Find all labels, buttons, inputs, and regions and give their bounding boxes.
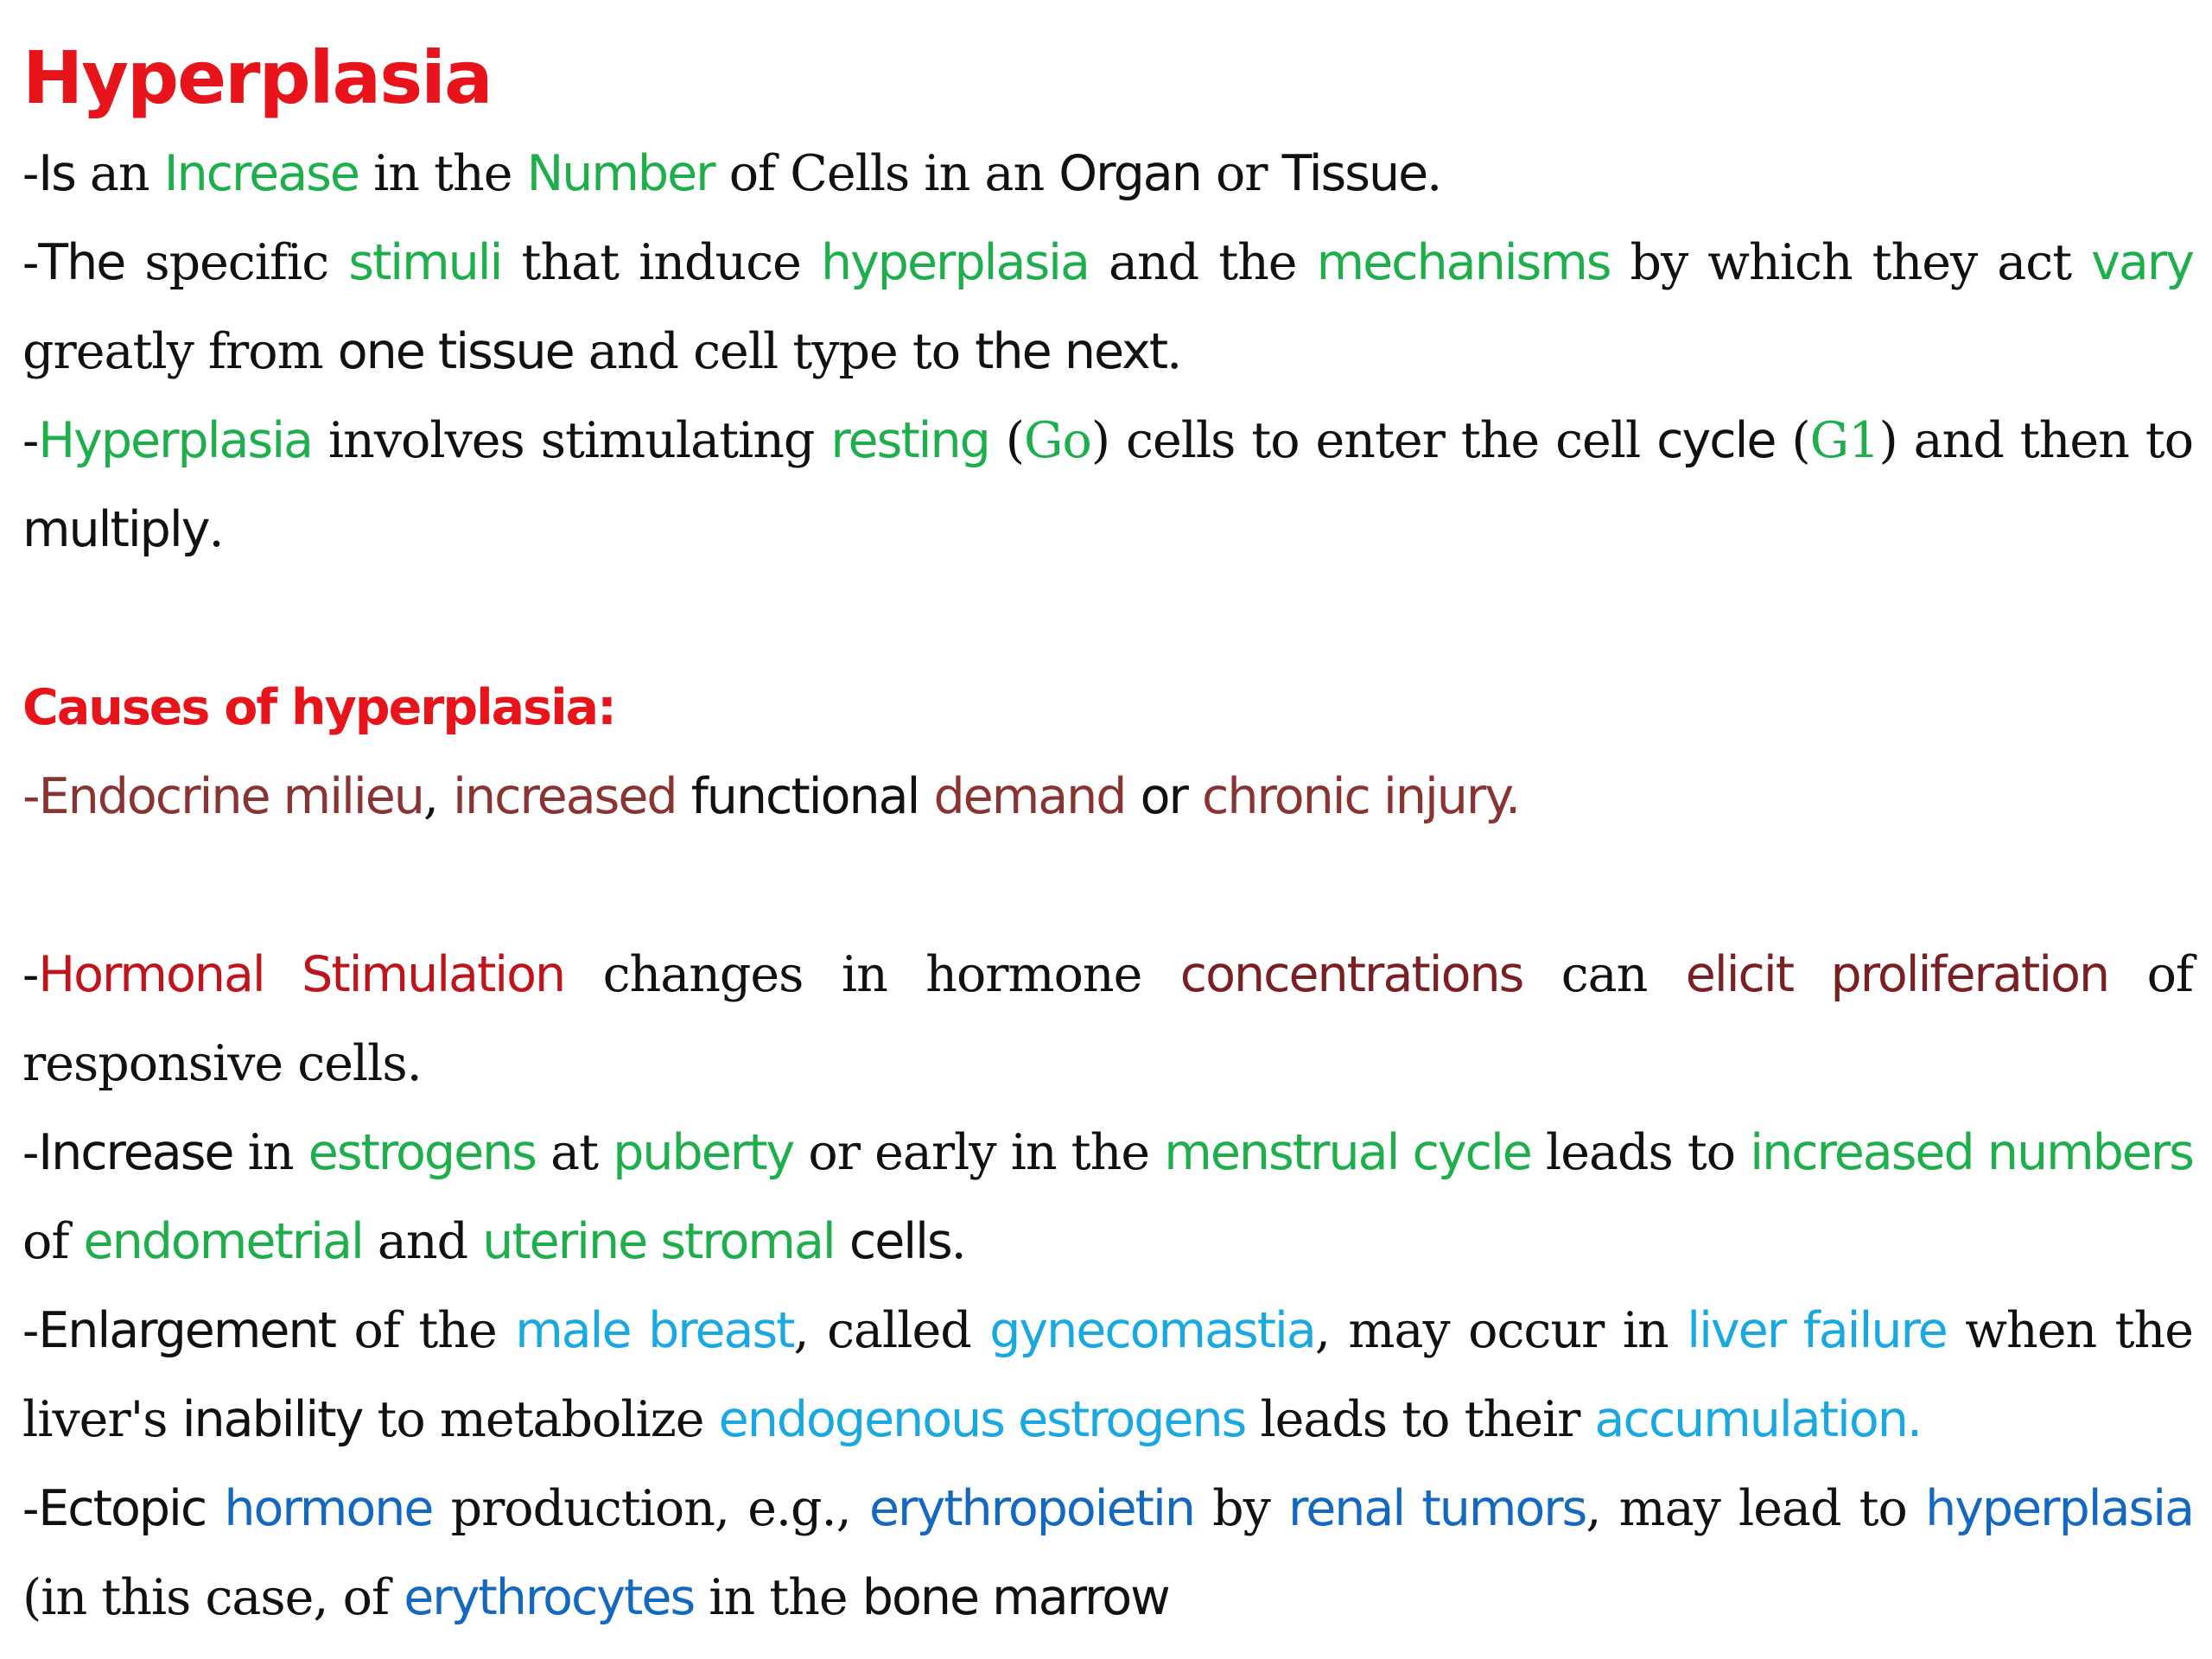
bold-term: Ectopic: [38, 1480, 207, 1537]
maroon-term: demand: [933, 768, 1126, 825]
text-run: .: [950, 1213, 966, 1270]
green-term: stimuli: [348, 234, 502, 291]
dash: -: [22, 412, 39, 469]
text-run: at: [536, 1124, 613, 1181]
blue-term: hyperplasia: [1925, 1480, 2194, 1537]
bold-term: cycle: [1656, 412, 1776, 469]
green-term: hyperplasia: [820, 234, 1089, 291]
red-term: Hormonal Stimulation: [38, 946, 565, 1003]
cell-cycle-paragraph: [22, 397, 2193, 575]
spacer: [22, 842, 2193, 931]
green-term: increased numbers: [1750, 1124, 2193, 1181]
green-term: Increase: [163, 145, 359, 202]
green-term: menstrual cycle: [1164, 1124, 1531, 1181]
green-term: Hyperplasia: [38, 412, 312, 469]
definition-paragraph: [22, 130, 2193, 219]
maroon-term: chronic injury.: [1202, 768, 1520, 825]
text-run: production, e.g.,: [432, 1480, 869, 1537]
text-run: .: [208, 501, 224, 558]
bold-term: cells: [849, 1213, 951, 1270]
bold-term: or: [1140, 768, 1187, 825]
maroon-term: increased: [453, 768, 677, 825]
estrogen-paragraph: [22, 1109, 2193, 1287]
causes-paragraph: [22, 753, 2193, 842]
text-run: in the: [694, 1569, 862, 1626]
text-run: [677, 768, 691, 825]
green-term: endometrial: [83, 1213, 363, 1270]
bold-term: inability: [181, 1391, 363, 1448]
text-run: by: [1194, 1480, 1289, 1537]
blue-term: male breast: [515, 1302, 794, 1359]
green-term: G1: [1809, 412, 1879, 469]
green-term: estrogens: [308, 1124, 536, 1181]
blue-term: erythropoietin: [868, 1480, 1194, 1537]
green-term: vary: [2091, 234, 2193, 291]
text-run: [1125, 768, 1140, 825]
green-term: puberty: [613, 1124, 794, 1181]
text-run: , may lead to: [1586, 1480, 1926, 1537]
text-run: (in this case, of: [22, 1569, 404, 1626]
text-run: ,: [423, 768, 454, 825]
gynecomastia-paragraph: [22, 1287, 2193, 1465]
hormonal-stimulation-paragraph: [22, 931, 2193, 1109]
text-run: [918, 768, 933, 825]
text-run: and the: [1088, 234, 1317, 291]
spacer: [22, 575, 2193, 664]
maroon-term: concentrations: [1179, 946, 1523, 1003]
text-run: specific: [124, 234, 349, 291]
ectopic-hormone-paragraph: [22, 1465, 2193, 1643]
text-run: , called: [793, 1302, 990, 1359]
text-run: changes in hormone: [564, 946, 1180, 1003]
text-run: of Cells in an: [714, 145, 1059, 202]
text-run: or: [1200, 145, 1282, 202]
blue-term: accumulation.: [1594, 1391, 1921, 1448]
text-run: [206, 1480, 224, 1537]
text-run: in: [232, 1124, 308, 1181]
text-run: involves stimulating: [311, 412, 831, 469]
text-run: [835, 1213, 849, 1270]
bold-term: functional: [690, 768, 919, 825]
maroon-term: elicit proliferation: [1685, 946, 2109, 1003]
green-term: Go: [1024, 412, 1091, 469]
dash: -: [22, 145, 39, 202]
dash: -: [22, 234, 39, 291]
text-run: [1187, 768, 1202, 825]
text-run: and: [362, 1213, 483, 1270]
text-run: in the: [358, 145, 527, 202]
text-run: an: [74, 145, 164, 202]
blue-term: hormone: [224, 1480, 433, 1537]
bold-term: Is: [38, 145, 75, 202]
blue-term: erythrocytes: [404, 1569, 695, 1626]
text-run: and cell type to: [573, 323, 976, 380]
text-run: of: [22, 1213, 84, 1270]
dash: -: [22, 1124, 39, 1181]
text-run: .: [1427, 145, 1442, 202]
blue-term: renal tumors: [1288, 1480, 1586, 1537]
green-term: resting: [830, 412, 989, 469]
bold-term: The: [38, 234, 125, 291]
blue-term: gynecomastia: [989, 1302, 1315, 1359]
green-term: uterine stromal: [482, 1213, 835, 1270]
text-run: by which they act: [1610, 234, 2092, 291]
bold-term: Enlargement: [38, 1302, 335, 1359]
dash: -: [22, 946, 39, 1003]
bold-term: multiply: [22, 501, 209, 558]
text-run: of the: [334, 1302, 516, 1359]
text-run: , may occur in: [1314, 1302, 1688, 1359]
text-run: ) and then to: [1878, 412, 2194, 469]
blue-term: endogenous estrogens: [718, 1391, 1246, 1448]
green-term: Number: [526, 145, 715, 202]
stimuli-paragraph: [22, 219, 2193, 397]
bold-term: bone marrow: [861, 1569, 1169, 1626]
page-title: Hyperplasia: [22, 35, 492, 120]
bold-term: the next: [975, 323, 1167, 380]
dash: -: [22, 1480, 39, 1537]
text-run: leads to: [1530, 1124, 1751, 1181]
text-run: that induce: [501, 234, 821, 291]
text-run: (: [1775, 412, 1810, 469]
text-run: of responsive cells.: [22, 946, 2193, 1092]
causes-heading: Causes of hyperplasia:: [22, 679, 615, 736]
text-run: can: [1522, 946, 1686, 1003]
maroon-term: -Endocrine milieu: [22, 768, 423, 825]
bold-term: one tissue: [337, 323, 574, 380]
blue-term: liver failure: [1687, 1302, 1947, 1359]
bold-term: Tissue: [1281, 145, 1427, 202]
text-run: leads to their: [1245, 1391, 1595, 1448]
bold-term: Increase: [38, 1124, 233, 1181]
green-term: mechanisms: [1316, 234, 1611, 291]
text-run: to metabolize: [362, 1391, 719, 1448]
text-run: or early in the: [793, 1124, 1165, 1181]
bold-term: Organ: [1058, 145, 1201, 202]
text-run: .: [1166, 323, 1182, 380]
text-run: ) cells to enter the cell: [1090, 412, 1657, 469]
text-run: greatly from: [22, 323, 338, 380]
text-run: (: [988, 412, 1025, 469]
dash: -: [22, 1302, 39, 1359]
text-run: when the liver's: [22, 1302, 2194, 1448]
